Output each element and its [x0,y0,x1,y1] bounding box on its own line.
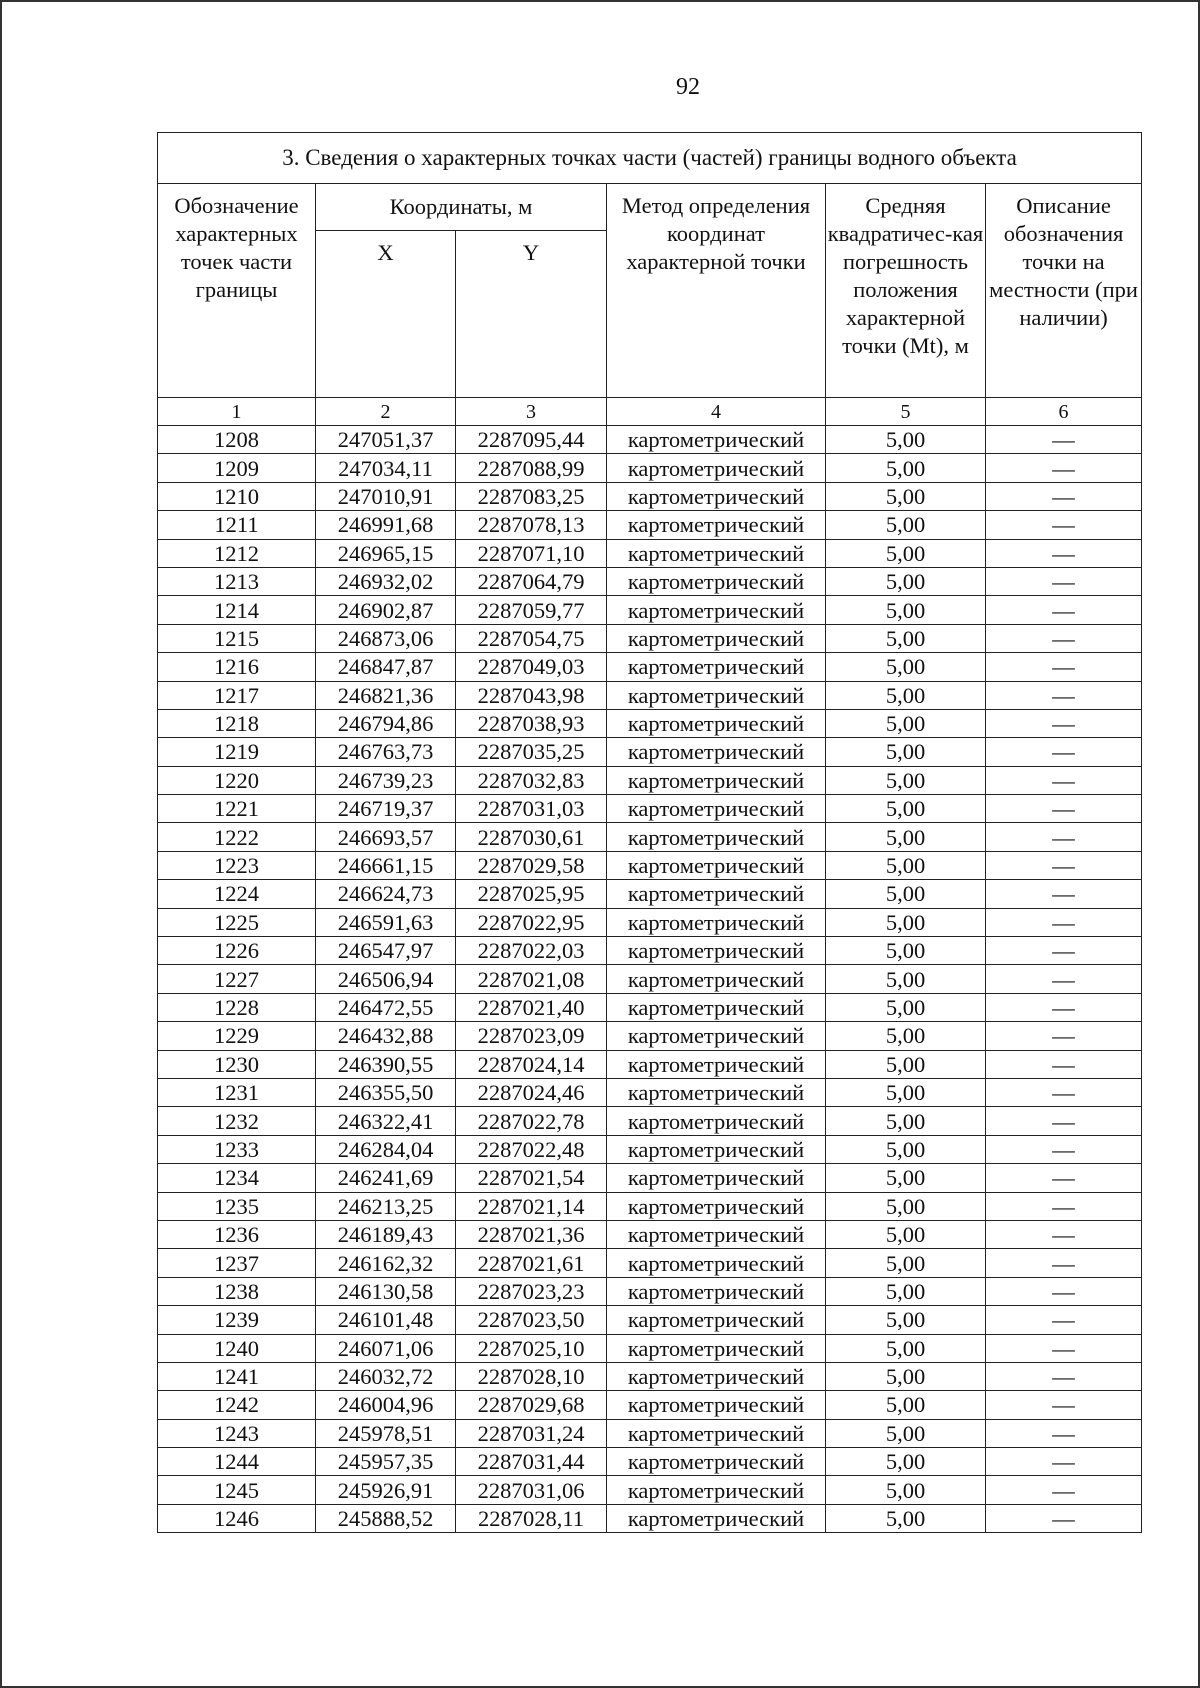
header-error: Средняя квадратичес-кая погрешность положения характерной точки (Mt), м [826,184,986,398]
description-cell: — [986,1192,1142,1220]
x-coordinate-cell: 246032,72 [316,1362,456,1390]
error-cell: 5,00 [826,1192,986,1220]
y-coordinate-cell: 2287022,03 [456,937,607,965]
point-id-cell: 1228 [158,993,316,1021]
method-cell: картометрический [607,596,826,624]
method-cell: картометрический [607,738,826,766]
table-row [158,993,1142,1021]
x-coordinate-cell: 246241,69 [316,1164,456,1192]
error-cell: 5,00 [826,1249,986,1277]
y-coordinate-cell: 2287071,10 [456,539,607,567]
description-cell: — [986,624,1142,652]
description-cell: — [986,482,1142,510]
point-id-cell: 1239 [158,1306,316,1334]
error-cell: 5,00 [826,1050,986,1078]
method-cell: картометрический [607,1476,826,1504]
x-coordinate-cell: 246506,94 [316,965,456,993]
method-cell: картометрический [607,1220,826,1248]
x-coordinate-cell: 246284,04 [316,1135,456,1163]
x-coordinate-cell: 246472,55 [316,993,456,1021]
method-cell: картометрический [607,851,826,879]
method-cell: картометрический [607,709,826,737]
y-coordinate-cell: 2287095,44 [456,426,607,454]
method-cell: картометрический [607,993,826,1021]
y-coordinate-cell: 2287025,95 [456,880,607,908]
point-id-cell: 1208 [158,426,316,454]
method-cell: картометрический [607,511,826,539]
y-coordinate-cell: 2287022,95 [456,908,607,936]
point-id-cell: 1221 [158,795,316,823]
x-coordinate-cell: 246763,73 [316,738,456,766]
table-row [158,795,1142,823]
error-cell: 5,00 [826,1504,986,1532]
table-row [158,1306,1142,1334]
x-coordinate-cell: 246693,57 [316,823,456,851]
description-cell: — [986,1448,1142,1476]
description-cell: — [986,1249,1142,1277]
point-id-cell: 1230 [158,1050,316,1078]
point-id-cell: 1225 [158,908,316,936]
method-cell: картометрический [607,1334,826,1362]
x-coordinate-cell: 246101,48 [316,1306,456,1334]
table-row [158,1164,1142,1192]
description-cell: — [986,993,1142,1021]
description-cell: — [986,908,1142,936]
table-row [158,511,1142,539]
table-row [158,1220,1142,1248]
error-cell: 5,00 [826,880,986,908]
header-method: Метод определения координат характерной точки [607,184,826,398]
method-cell: картометрический [607,624,826,652]
y-coordinate-cell: 2287021,54 [456,1164,607,1192]
column-number: 6 [986,398,1142,426]
table-row [158,908,1142,936]
point-id-cell: 1211 [158,511,316,539]
point-id-cell: 1220 [158,766,316,794]
error-cell: 5,00 [826,1419,986,1447]
error-cell: 5,00 [826,1391,986,1419]
table-body [158,426,1142,1533]
y-coordinate-cell: 2287064,79 [456,567,607,595]
method-cell: картометрический [607,823,826,851]
description-cell: — [986,681,1142,709]
point-id-cell: 1244 [158,1448,316,1476]
description-cell: — [986,766,1142,794]
method-cell: картометрический [607,766,826,794]
error-cell: 5,00 [826,1334,986,1362]
x-coordinate-cell: 246432,88 [316,1022,456,1050]
y-coordinate-cell: 2287078,13 [456,511,607,539]
table-row [158,1476,1142,1504]
table-row [158,1078,1142,1106]
description-cell: — [986,1135,1142,1163]
method-cell: картометрический [607,539,826,567]
description-cell: — [986,1107,1142,1135]
y-coordinate-cell: 2287043,98 [456,681,607,709]
method-cell: картометрический [607,795,826,823]
point-id-cell: 1242 [158,1391,316,1419]
error-cell: 5,00 [826,795,986,823]
x-coordinate-cell: 246965,15 [316,539,456,567]
y-coordinate-cell: 2287088,99 [456,454,607,482]
y-coordinate-cell: 2287030,61 [456,823,607,851]
x-coordinate-cell: 245957,35 [316,1448,456,1476]
method-cell: картометрический [607,937,826,965]
y-coordinate-cell: 2287021,40 [456,993,607,1021]
y-coordinate-cell: 2287038,93 [456,709,607,737]
point-id-cell: 1222 [158,823,316,851]
y-coordinate-cell: 2287029,58 [456,851,607,879]
table-row [158,1334,1142,1362]
error-cell: 5,00 [826,482,986,510]
x-coordinate-cell: 247010,91 [316,482,456,510]
method-cell: картометрический [607,1362,826,1390]
x-coordinate-cell: 246071,06 [316,1334,456,1362]
table-title: 3. Сведения о характерных точках части (частей) границы водного объекта [158,133,1142,184]
error-cell: 5,00 [826,1220,986,1248]
header-y: Y [456,231,607,398]
x-coordinate-cell: 246902,87 [316,596,456,624]
x-coordinate-cell: 245888,52 [316,1504,456,1532]
method-cell: картометрический [607,454,826,482]
description-cell: — [986,1078,1142,1106]
y-coordinate-cell: 2287025,10 [456,1334,607,1362]
header-designation: Обозначение характерных точек части границы [158,184,316,398]
table-row [158,851,1142,879]
y-coordinate-cell: 2287083,25 [456,482,607,510]
y-coordinate-cell: 2287021,14 [456,1192,607,1220]
description-cell: — [986,1050,1142,1078]
page-number: 92 [676,74,700,100]
point-id-cell: 1214 [158,596,316,624]
y-coordinate-cell: 2287021,08 [456,965,607,993]
x-coordinate-cell: 246189,43 [316,1220,456,1248]
y-coordinate-cell: 2287028,11 [456,1504,607,1532]
method-cell: картометрический [607,965,826,993]
table-row [158,766,1142,794]
table-row [158,1504,1142,1532]
description-cell: — [986,1220,1142,1248]
point-id-cell: 1233 [158,1135,316,1163]
description-cell: — [986,1022,1142,1050]
method-cell: картометрический [607,1078,826,1106]
description-cell: — [986,1419,1142,1447]
description-cell: — [986,823,1142,851]
x-coordinate-cell: 246322,41 [316,1107,456,1135]
x-coordinate-cell: 247034,11 [316,454,456,482]
x-coordinate-cell: 245926,91 [316,1476,456,1504]
table-row [158,454,1142,482]
table-row [158,965,1142,993]
x-coordinate-cell: 246355,50 [316,1078,456,1106]
method-cell: картометрический [607,1249,826,1277]
point-id-cell: 1229 [158,1022,316,1050]
point-id-cell: 1235 [158,1192,316,1220]
error-cell: 5,00 [826,1448,986,1476]
method-cell: картометрический [607,1419,826,1447]
method-cell: картометрический [607,1164,826,1192]
method-cell: картометрический [607,653,826,681]
y-coordinate-cell: 2287024,46 [456,1078,607,1106]
point-id-cell: 1218 [158,709,316,737]
table-row [158,1192,1142,1220]
table-row [158,596,1142,624]
description-cell: — [986,653,1142,681]
x-coordinate-cell: 246719,37 [316,795,456,823]
error-cell: 5,00 [826,908,986,936]
x-coordinate-cell: 246624,73 [316,880,456,908]
description-cell: — [986,426,1142,454]
x-coordinate-cell: 246004,96 [316,1391,456,1419]
x-coordinate-cell: 246591,63 [316,908,456,936]
method-cell: картометрический [607,908,826,936]
point-id-cell: 1216 [158,653,316,681]
method-cell: картометрический [607,482,826,510]
header-coordinates: Координаты, м [316,184,607,231]
y-coordinate-cell: 2287031,03 [456,795,607,823]
x-coordinate-cell: 246847,87 [316,653,456,681]
table-row [158,567,1142,595]
method-cell: картометрический [607,1277,826,1305]
method-cell: картометрический [607,1391,826,1419]
description-cell: — [986,596,1142,624]
description-cell: — [986,937,1142,965]
y-coordinate-cell: 2287035,25 [456,738,607,766]
table-row [158,880,1142,908]
table-row [158,482,1142,510]
error-cell: 5,00 [826,1107,986,1135]
method-cell: картометрический [607,1306,826,1334]
method-cell: картометрический [607,426,826,454]
x-coordinate-cell: 247051,37 [316,426,456,454]
error-cell: 5,00 [826,937,986,965]
method-cell: картометрический [607,1192,826,1220]
method-cell: картометрический [607,1504,826,1532]
x-coordinate-cell: 246932,02 [316,567,456,595]
error-cell: 5,00 [826,709,986,737]
error-cell: 5,00 [826,681,986,709]
column-number: 3 [456,398,607,426]
table-row [158,738,1142,766]
description-cell: — [986,454,1142,482]
error-cell: 5,00 [826,1306,986,1334]
table-row [158,1391,1142,1419]
error-cell: 5,00 [826,539,986,567]
table-row [158,1362,1142,1390]
point-id-cell: 1231 [158,1078,316,1106]
error-cell: 5,00 [826,1277,986,1305]
error-cell: 5,00 [826,567,986,595]
table-row [158,653,1142,681]
error-cell: 5,00 [826,653,986,681]
table-row [158,426,1142,454]
y-coordinate-cell: 2287049,03 [456,653,607,681]
point-id-cell: 1212 [158,539,316,567]
description-cell: — [986,1362,1142,1390]
description-cell: — [986,1334,1142,1362]
y-coordinate-cell: 2287021,61 [456,1249,607,1277]
description-cell: — [986,965,1142,993]
error-cell: 5,00 [826,1164,986,1192]
error-cell: 5,00 [826,1078,986,1106]
description-cell: — [986,1504,1142,1532]
description-cell: — [986,511,1142,539]
description-cell: — [986,1476,1142,1504]
method-cell: картометрический [607,681,826,709]
y-coordinate-cell: 2287054,75 [456,624,607,652]
x-coordinate-cell: 246390,55 [316,1050,456,1078]
y-coordinate-cell: 2287032,83 [456,766,607,794]
error-cell: 5,00 [826,823,986,851]
table-row [158,1448,1142,1476]
point-id-cell: 1245 [158,1476,316,1504]
method-cell: картометрический [607,880,826,908]
y-coordinate-cell: 2287021,36 [456,1220,607,1248]
point-id-cell: 1224 [158,880,316,908]
x-coordinate-cell: 246794,86 [316,709,456,737]
error-cell: 5,00 [826,454,986,482]
description-cell: — [986,851,1142,879]
error-cell: 5,00 [826,426,986,454]
table-row [158,1135,1142,1163]
point-id-cell: 1246 [158,1504,316,1532]
x-coordinate-cell: 245978,51 [316,1419,456,1447]
description-cell: — [986,567,1142,595]
y-coordinate-cell: 2287022,78 [456,1107,607,1135]
description-cell: — [986,880,1142,908]
method-cell: картометрический [607,1107,826,1135]
table-row [158,709,1142,737]
method-cell: картометрический [607,567,826,595]
table-row [158,1022,1142,1050]
x-coordinate-cell: 246991,68 [316,511,456,539]
y-coordinate-cell: 2287031,24 [456,1419,607,1447]
table-row [158,1277,1142,1305]
error-cell: 5,00 [826,624,986,652]
x-coordinate-cell: 246821,36 [316,681,456,709]
y-coordinate-cell: 2287023,23 [456,1277,607,1305]
table-row [158,1249,1142,1277]
table-row [158,624,1142,652]
table-row [158,1419,1142,1447]
point-id-cell: 1232 [158,1107,316,1135]
point-id-cell: 1240 [158,1334,316,1362]
column-number: 1 [158,398,316,426]
error-cell: 5,00 [826,1135,986,1163]
method-cell: картометрический [607,1448,826,1476]
point-id-cell: 1241 [158,1362,316,1390]
y-coordinate-cell: 2287022,48 [456,1135,607,1163]
point-id-cell: 1210 [158,482,316,510]
error-cell: 5,00 [826,1476,986,1504]
x-coordinate-cell: 246213,25 [316,1192,456,1220]
error-cell: 5,00 [826,1022,986,1050]
y-coordinate-cell: 2287023,09 [456,1022,607,1050]
point-id-cell: 1236 [158,1220,316,1248]
y-coordinate-cell: 2287059,77 [456,596,607,624]
x-coordinate-cell: 246547,97 [316,937,456,965]
column-number: 4 [607,398,826,426]
point-id-cell: 1213 [158,567,316,595]
y-coordinate-cell: 2287031,44 [456,1448,607,1476]
y-coordinate-cell: 2287029,68 [456,1391,607,1419]
point-id-cell: 1223 [158,851,316,879]
header-description: Описание обозначения точки на местности (при наличии) [986,184,1142,398]
table-row [158,1107,1142,1135]
method-cell: картометрический [607,1050,826,1078]
point-id-cell: 1209 [158,454,316,482]
description-cell: — [986,1164,1142,1192]
point-id-cell: 1217 [158,681,316,709]
description-cell: — [986,1306,1142,1334]
y-coordinate-cell: 2287023,50 [456,1306,607,1334]
description-cell: — [986,738,1142,766]
x-coordinate-cell: 246162,32 [316,1249,456,1277]
description-cell: — [986,709,1142,737]
description-cell: — [986,1277,1142,1305]
y-coordinate-cell: 2287024,14 [456,1050,607,1078]
description-cell: — [986,539,1142,567]
error-cell: 5,00 [826,511,986,539]
error-cell: 5,00 [826,851,986,879]
point-id-cell: 1237 [158,1249,316,1277]
method-cell: картометрический [607,1022,826,1050]
error-cell: 5,00 [826,766,986,794]
description-cell: — [986,1391,1142,1419]
column-number: 2 [316,398,456,426]
y-coordinate-cell: 2287031,06 [456,1476,607,1504]
table-row [158,681,1142,709]
error-cell: 5,00 [826,1362,986,1390]
table-row [158,823,1142,851]
point-id-cell: 1234 [158,1164,316,1192]
point-id-cell: 1238 [158,1277,316,1305]
point-id-cell: 1226 [158,937,316,965]
method-cell: картометрический [607,1135,826,1163]
error-cell: 5,00 [826,596,986,624]
error-cell: 5,00 [826,738,986,766]
point-id-cell: 1243 [158,1419,316,1447]
header-x: X [316,231,456,398]
y-coordinate-cell: 2287028,10 [456,1362,607,1390]
table-row [158,539,1142,567]
x-coordinate-cell: 246130,58 [316,1277,456,1305]
x-coordinate-cell: 246873,06 [316,624,456,652]
table-row [158,1050,1142,1078]
column-number: 5 [826,398,986,426]
description-cell: — [986,795,1142,823]
x-coordinate-cell: 246739,23 [316,766,456,794]
column-number-row [158,398,1142,426]
point-id-cell: 1219 [158,738,316,766]
table-row [158,937,1142,965]
boundary-points-table [157,132,1142,1533]
error-cell: 5,00 [826,993,986,1021]
point-id-cell: 1227 [158,965,316,993]
x-coordinate-cell: 246661,15 [316,851,456,879]
point-id-cell: 1215 [158,624,316,652]
error-cell: 5,00 [826,965,986,993]
